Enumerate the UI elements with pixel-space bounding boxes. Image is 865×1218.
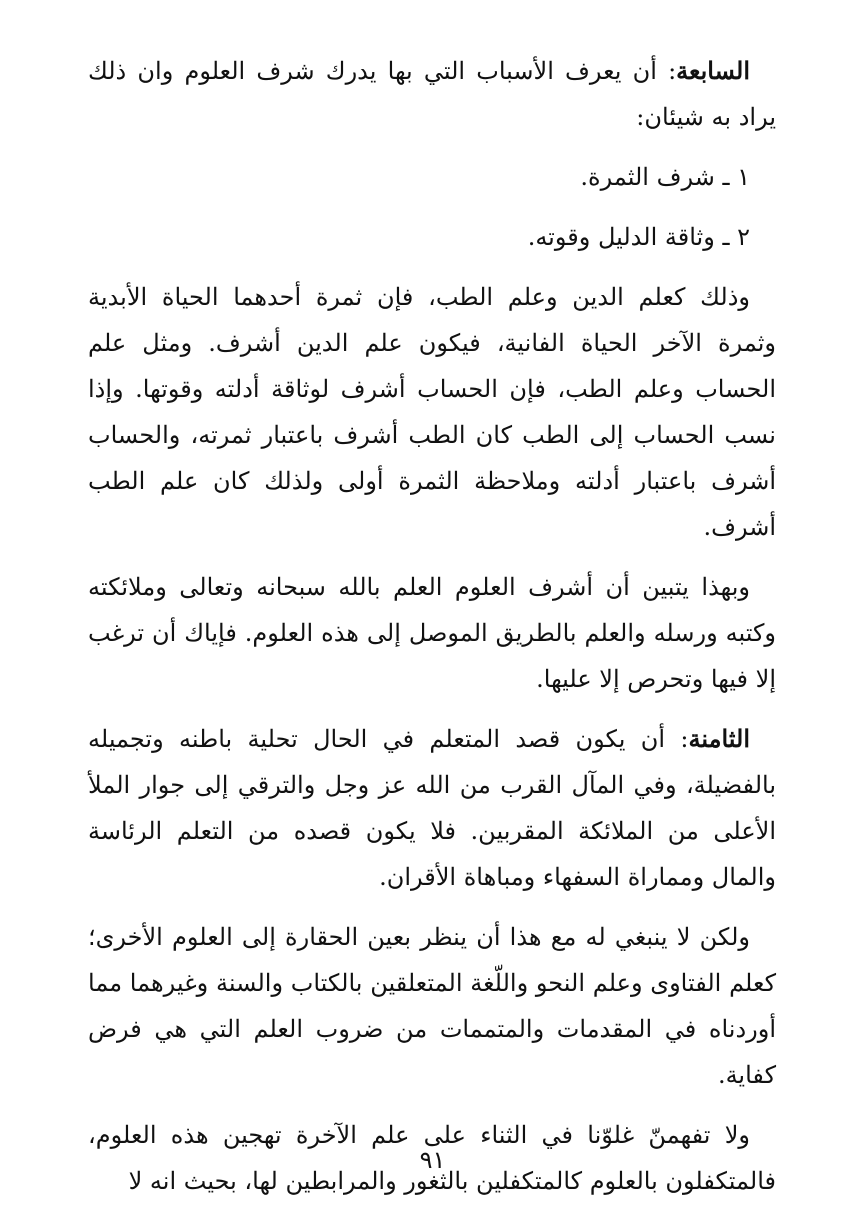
list-item-2: ٢ ـ وثاقة الدليل وقوته. <box>527 223 750 251</box>
page-number: ٩١ <box>419 1146 446 1174</box>
term-seventh: السابعة <box>676 56 750 85</box>
list-item-1: ١ ـ شرف الثمرة. <box>580 163 750 191</box>
paragraph-religion-medicine: وذلك كعلم الدين وعلم الطب، فإن ثمرة أحدهما الحياة الأبدية وثمرة الآخر الحياة الفانية، فيكون علم الدين أشرف. ومثل علم الحساب وعلم الطب، فإن الحساب أشرف لوثاقة أدلته وقوتها. وإذا نسب الحساب إلى الطب كان الطب أشرف باعتبار ثمرته، والحساب أشرف باعتبار أدلته وملاحظة الثمرة أولى ولذلك كان علم الطب أشرف. <box>88 283 776 541</box>
paragraph-noblest-knowledge: وبهذا يتبين أن أشرف العلوم العلم بالله سبحانه وتعالى وملائكته وكتبه ورسله والعلم بالطريق الموصل إلى هذه العلوم. فإياك أن ترغب إلا فيها وتحرص إلا عليها. <box>88 573 776 693</box>
term-eighth: الثامنة <box>688 724 750 753</box>
paragraph-praise: ولا تفهمنّ غلوّنا في الثناء على علم الآخرة تهجين هذه العلوم، فالمتكفلون بالعلوم كالمتكفلين بالثغور والمرابطين لها، بحيث انه لا <box>88 1121 776 1195</box>
page-body <box>88 48 776 1218</box>
paragraph-eighth-text: : أن يكون قصد المتعلم في الحال تحلية باطنه وتجميله بالفضيلة، وفي المآل القرب من الله عز وجل والترقي إلى جوار الملأ الأعلى من الملائكة المقربين. فلا يكون قصده من التعلم الرئاسة والمال ومماراة السفهاء ومباهاة الأقران. <box>88 725 776 891</box>
paragraph-seventh-text: : أن يعرف الأسباب التي بها يدرك شرف العلوم وان ذلك يراد به شيئان: <box>88 57 776 131</box>
paragraph-other-sciences: ولكن لا ينبغي له مع هذا أن ينظر بعين الحقارة إلى العلوم الأخرى؛ كعلم الفتاوى وعلم النحو واللّغة المتعلقين بالكتاب والسنة وغيرهما مما أوردناه في المقدمات والمتممات من ضروب العلم التي هي فرض كفاية. <box>88 923 776 1089</box>
paragraph-seventh <box>88 48 776 140</box>
paragraph-eighth <box>88 716 776 900</box>
